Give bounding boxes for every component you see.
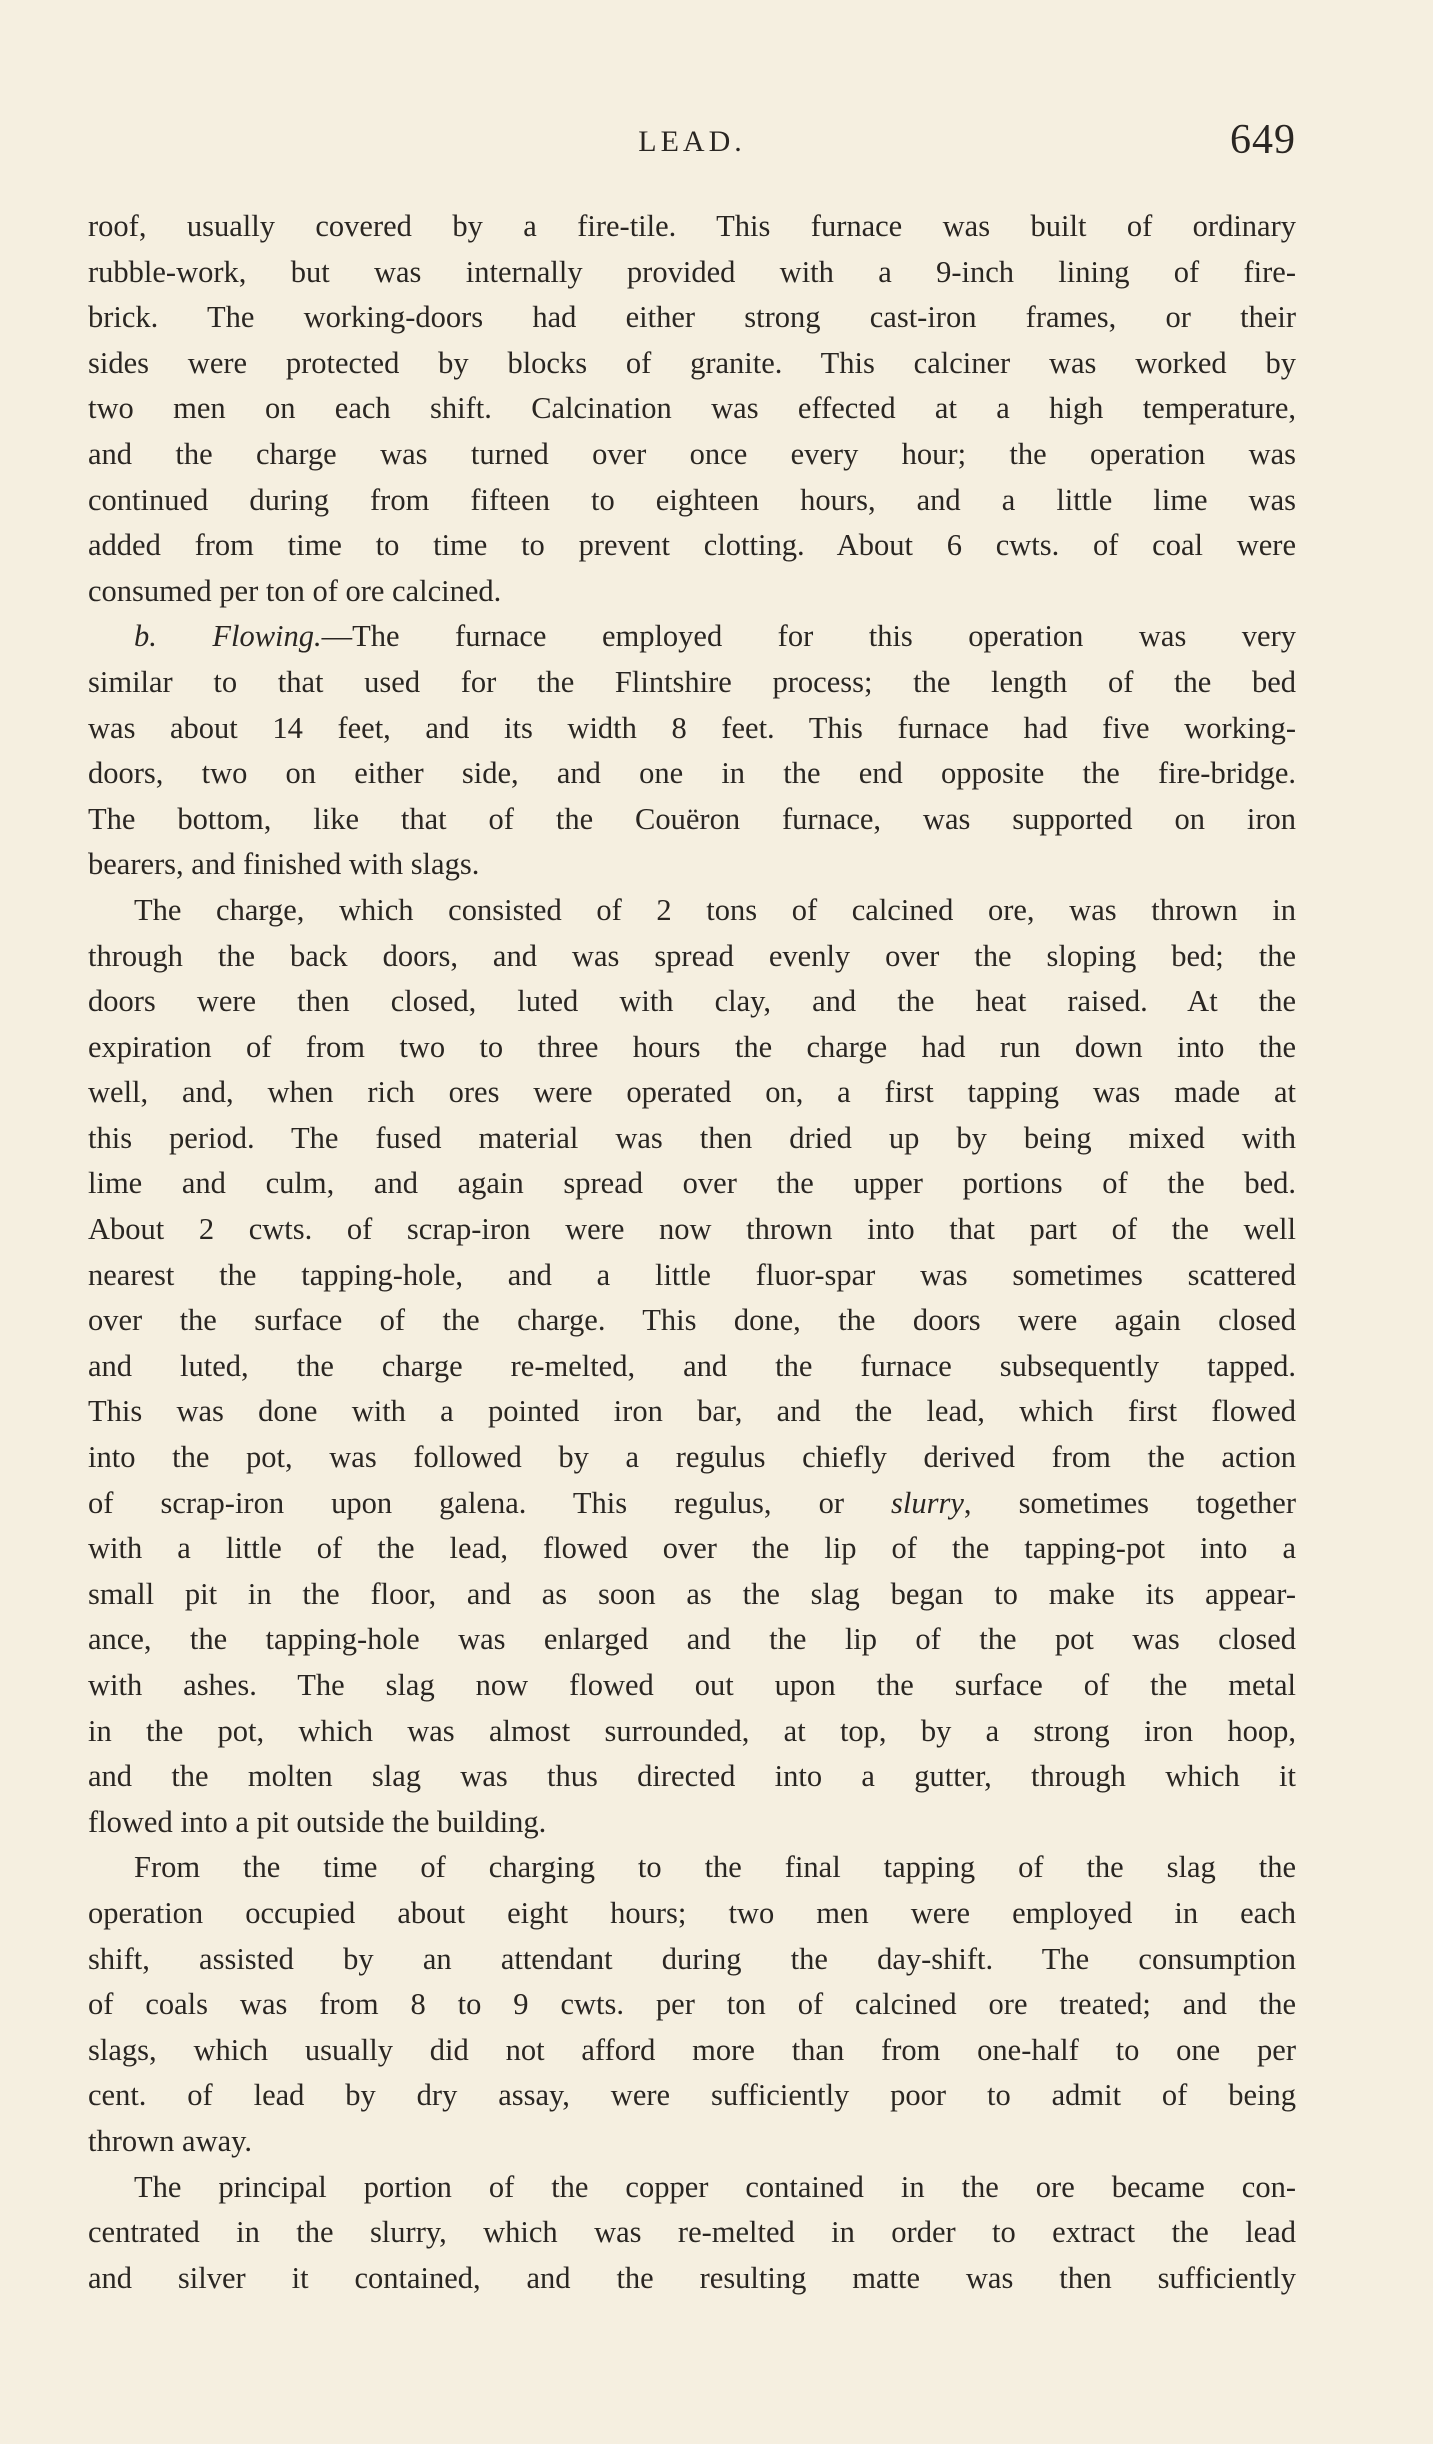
text-line: This was done with a pointed iron bar, and the lead, which first flowed bbox=[88, 1394, 1296, 1429]
paragraph bbox=[88, 888, 1296, 1845]
text-line: doors, two on either side, and one in the end opposite the fire-bridge. bbox=[88, 756, 1296, 791]
text-line: two men on each shift. Calcination was effected at a high temperature, bbox=[88, 391, 1296, 426]
italic-term: slurry bbox=[891, 1485, 964, 1520]
text-line: lime and culm, and again spread over the upper portions of the bed. bbox=[88, 1166, 1296, 1201]
page-header bbox=[88, 117, 1296, 180]
text-line: thrown away. bbox=[88, 2123, 253, 2158]
text-line: b. Flowing.—The furnace employed for this operation was very bbox=[134, 619, 1296, 654]
text-line: shift, assisted by an attendant during the day-shift. The consumption bbox=[88, 1941, 1296, 1976]
paragraph bbox=[88, 614, 1296, 888]
text-line: this period. The fused material was then dried up by being mixed with bbox=[88, 1120, 1296, 1155]
text-line: through the back doors, and was spread evenly over the sloping bed; the bbox=[88, 938, 1296, 973]
text-line: was about 14 feet, and its width 8 feet. This furnace had five working- bbox=[88, 710, 1296, 745]
text-line: The bottom, like that of the Couëron furnace, was supported on iron bbox=[88, 801, 1296, 836]
text-line: similar to that used for the Flintshire process; the length of the bed bbox=[88, 664, 1296, 699]
text-line: sides were protected by blocks of granite. This calciner was worked by bbox=[88, 345, 1296, 380]
text-line: continued during from fifteen to eighteen hours, and a little lime was bbox=[88, 482, 1296, 517]
text-line: over the surface of the charge. This done, the doors were again closed bbox=[88, 1303, 1296, 1338]
body-text bbox=[88, 204, 1296, 2301]
text-line: and luted, the charge re-melted, and the furnace subsequently tapped. bbox=[88, 1348, 1296, 1383]
text-line: into the pot, was followed by a regulus chiefly derived from the action bbox=[88, 1440, 1296, 1475]
text-line: The principal portion of the copper contained in the ore became con- bbox=[134, 2169, 1296, 2204]
text-line: centrated in the slurry, which was re-melted in order to extract the lead bbox=[88, 2215, 1296, 2250]
text-line: flowed into a pit outside the building. bbox=[88, 1804, 547, 1839]
text-line: well, and, when rich ores were operated on, a first tapping was made at bbox=[88, 1075, 1296, 1110]
paragraph bbox=[88, 1845, 1296, 2164]
text-line: added from time to time to prevent clotting. About 6 cwts. of coal were bbox=[88, 528, 1296, 563]
text-line: of coals was from 8 to 9 cwts. per ton of calcined ore treated; and the bbox=[88, 1987, 1296, 2022]
text-line: bearers, and finished with slags. bbox=[88, 847, 480, 882]
running-head: LEAD. bbox=[638, 125, 746, 158]
text-line: About 2 cwts. of scrap-iron were now thrown into that part of the well bbox=[88, 1212, 1296, 1247]
text-line: and silver it contained, and the resulting matte was then sufficiently bbox=[88, 2260, 1296, 2295]
text-line: rubble-work, but was internally provided with a 9-inch lining of fire- bbox=[88, 254, 1296, 289]
text-line: From the time of charging to the final tapping of the slag the bbox=[134, 1850, 1296, 1885]
section-heading-italic: b. Flowing. bbox=[134, 619, 322, 654]
text-line: consumed per ton of ore calcined. bbox=[88, 573, 502, 608]
text-line: and the molten slag was thus directed into a gutter, through which it bbox=[88, 1759, 1296, 1794]
text-line: of scrap-iron upon galena. This regulus, or slurry, sometimes together bbox=[88, 1485, 1296, 1520]
text-line: small pit in the floor, and as soon as the slag began to make its appear- bbox=[88, 1576, 1296, 1611]
text-line: brick. The working-doors had either strong cast-iron frames, or their bbox=[88, 300, 1296, 335]
text-line: operation occupied about eight hours; two men were employed in each bbox=[88, 1895, 1296, 1930]
text-line: doors were then closed, luted with clay, and the heat raised. At the bbox=[88, 984, 1296, 1019]
text-line: slags, which usually did not afford more than from one-half to one per bbox=[88, 2032, 1296, 2067]
text-line: The charge, which consisted of 2 tons of calcined ore, was thrown in bbox=[134, 892, 1296, 927]
text-line: cent. of lead by dry assay, were sufficiently poor to admit of being bbox=[88, 2078, 1296, 2113]
text-line: with ashes. The slag now flowed out upon the surface of the metal bbox=[88, 1668, 1296, 1702]
text-line: expiration of from two to three hours the charge had run down into the bbox=[88, 1029, 1296, 1064]
text-line: in the pot, which was almost surrounded, at top, by a strong iron hoop, bbox=[88, 1713, 1296, 1748]
text-line: nearest the tapping-hole, and a little fluor-spar was sometimes scattered bbox=[88, 1257, 1296, 1292]
paragraph bbox=[88, 2165, 1296, 2302]
paragraph bbox=[88, 204, 1296, 614]
text-line: ance, the tapping-hole was enlarged and the lip of the pot was closed bbox=[88, 1622, 1296, 1657]
text-line: roof, usually covered by a fire-tile. This furnace was built of ordinary bbox=[88, 209, 1296, 243]
text-line: with a little of the lead, flowed over the lip of the tapping-pot into a bbox=[88, 1531, 1296, 1566]
page-number: 649 bbox=[1230, 117, 1296, 163]
text-line: and the charge was turned over once every hour; the operation was bbox=[88, 436, 1296, 471]
